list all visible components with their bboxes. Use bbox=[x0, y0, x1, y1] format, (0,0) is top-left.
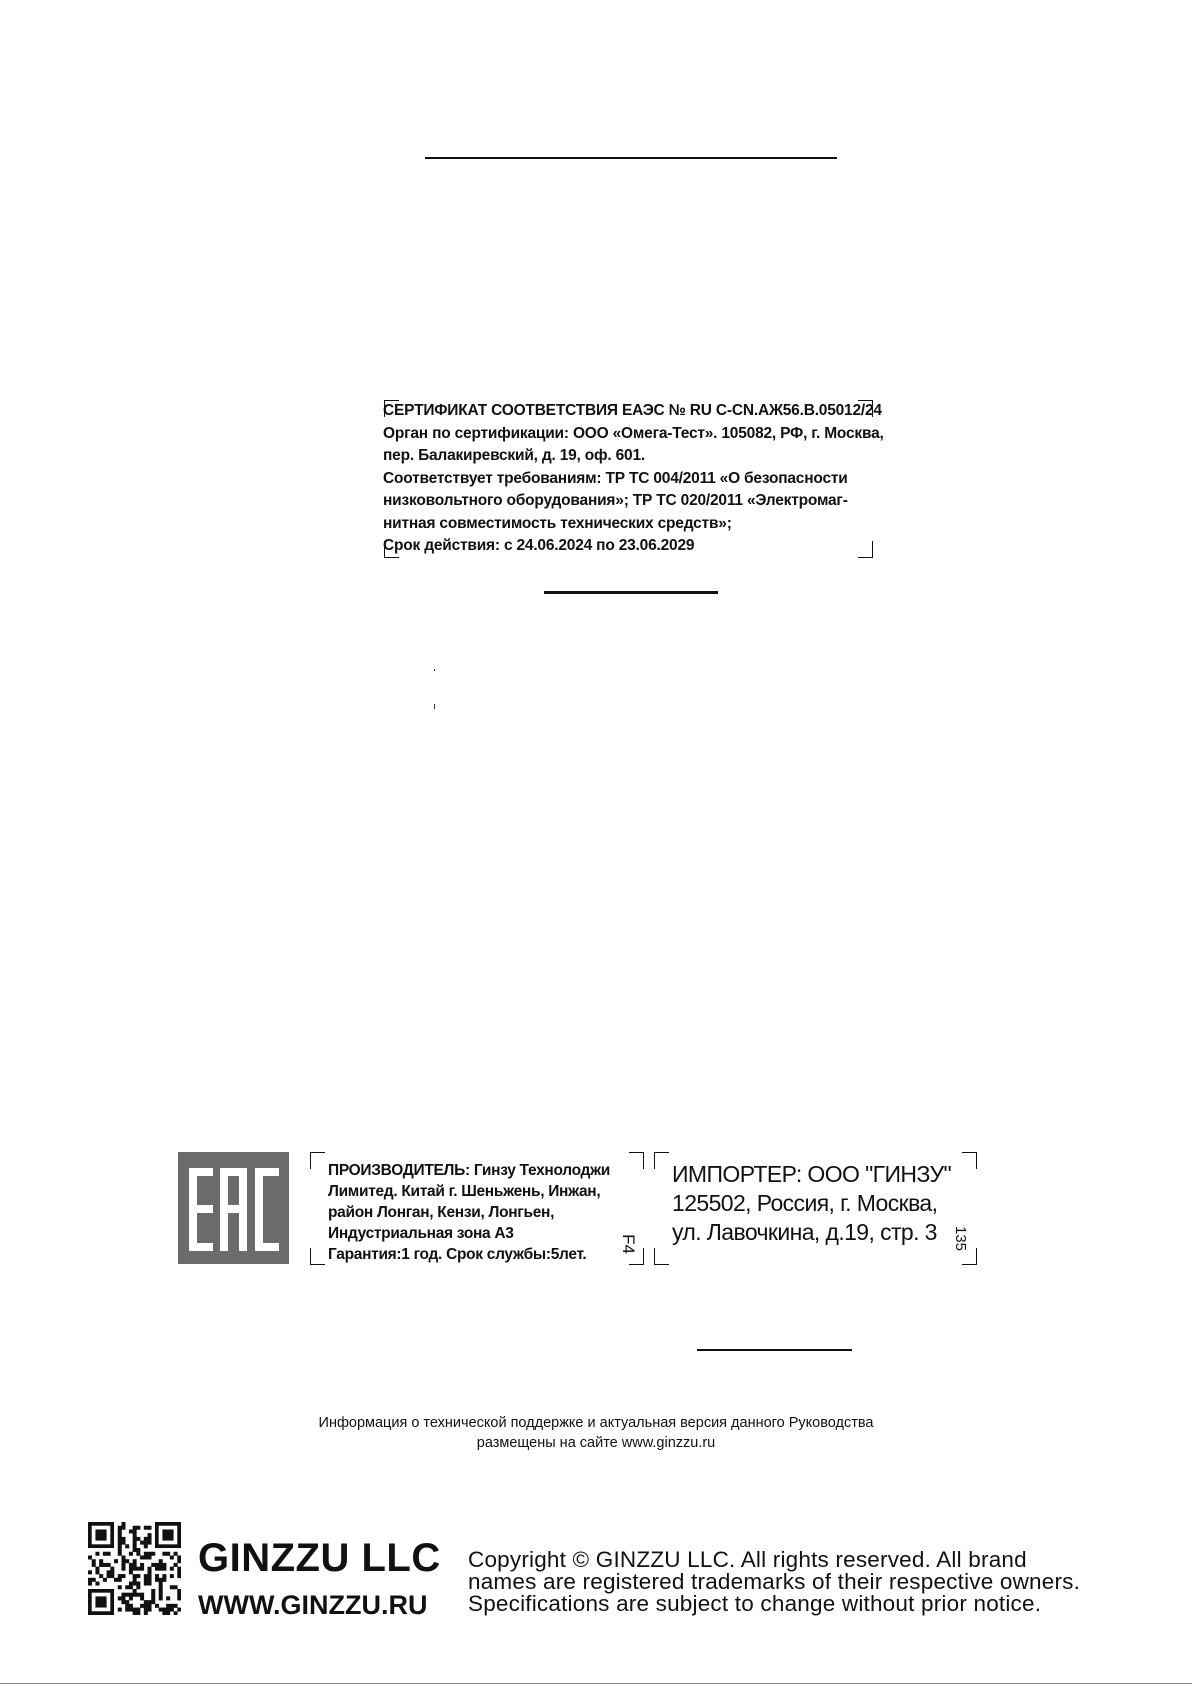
cert-line: пер. Балакиревский, д. 19, оф. 601. bbox=[383, 447, 645, 464]
imp-bracket-bl bbox=[654, 1248, 669, 1265]
cert-line: Срок действия: с 24.06.2024 по 23.06.2029 bbox=[383, 537, 695, 554]
brand-name: GINZZU LLC bbox=[198, 1536, 441, 1580]
top-rule bbox=[425, 157, 837, 159]
manufacturer-code: F4 bbox=[618, 1234, 638, 1254]
lower-rule bbox=[697, 1349, 852, 1351]
manufacturer-line: район Лонган, Кензи, Лонгьен, bbox=[328, 1204, 555, 1221]
cert-line: нитная совместимость технических средств»; bbox=[383, 514, 732, 532]
importer-line: ИМПОРТЕР: ООО "ГИНЗУ" bbox=[672, 1161, 952, 1187]
support-line-1: Информация о технической поддержке и актуальная версия данного Руководства bbox=[318, 1415, 874, 1431]
legal-line: Specifications are subject to change without prior notice. bbox=[468, 1591, 1042, 1616]
mfr-bracket-tl bbox=[310, 1152, 325, 1169]
cert-line: низковольтного оборудования»; ТР ТС 020/2011 «Электромаг- bbox=[383, 492, 848, 509]
manufacturer-line: Лимитед. Китай г. Шеньжень, Инжан, bbox=[328, 1183, 601, 1200]
manufacturer-line: Индустриальная зона А3 bbox=[328, 1225, 514, 1242]
cert-line: Орган по сертификации: ООО «Омега-Тест». 105082, РФ, г. Москва, bbox=[383, 424, 884, 442]
manufacturer-line: Гарантия:1 год. Срок службы:5лет. bbox=[328, 1246, 587, 1263]
mfr-bracket-tr bbox=[629, 1152, 644, 1169]
middle-rule bbox=[544, 591, 718, 594]
qr-code-icon bbox=[88, 1522, 181, 1615]
bottom-rule bbox=[0, 1683, 1192, 1684]
legal-notice bbox=[468, 1549, 1080, 1615]
certificate-text bbox=[383, 400, 884, 558]
eac-logo bbox=[178, 1152, 289, 1264]
manufacturer-line: ПРОИЗВОДИТЕЛЬ: Гинзу Технолоджи bbox=[328, 1162, 610, 1179]
cert-line: СЕРТИФИКАТ СООТВЕТСТВИЯ ЕАЭС № RU С-CN.АЖ56.В.05012/24 bbox=[383, 402, 882, 419]
brand-website: WWW.GINZZU.RU bbox=[198, 1590, 428, 1620]
speck bbox=[434, 669, 435, 671]
speck bbox=[434, 704, 435, 709]
importer-line: ул. Лавочкина, д.19, стр. 3 bbox=[672, 1219, 937, 1245]
manufacturer-text bbox=[328, 1160, 628, 1265]
legal-line: names are registered trademarks of their respective owners. bbox=[468, 1569, 1081, 1594]
eac-mark-icon bbox=[178, 1152, 289, 1264]
importer-text bbox=[672, 1160, 972, 1247]
legal-line: Copyright © GINZZU LLC. All rights reserved. All brand bbox=[468, 1547, 1027, 1572]
imp-bracket-tl bbox=[654, 1152, 669, 1169]
cert-line: Соответствует требованиям: ТР ТС 004/2011 «О безопасности bbox=[383, 469, 848, 487]
importer-code: 135 bbox=[952, 1225, 970, 1252]
support-line-2: размещены на сайте www.ginzzu.ru bbox=[476, 1435, 716, 1451]
importer-line: 125502, Россия, г. Москва, bbox=[672, 1190, 938, 1216]
mfr-bracket-bl bbox=[310, 1248, 325, 1265]
